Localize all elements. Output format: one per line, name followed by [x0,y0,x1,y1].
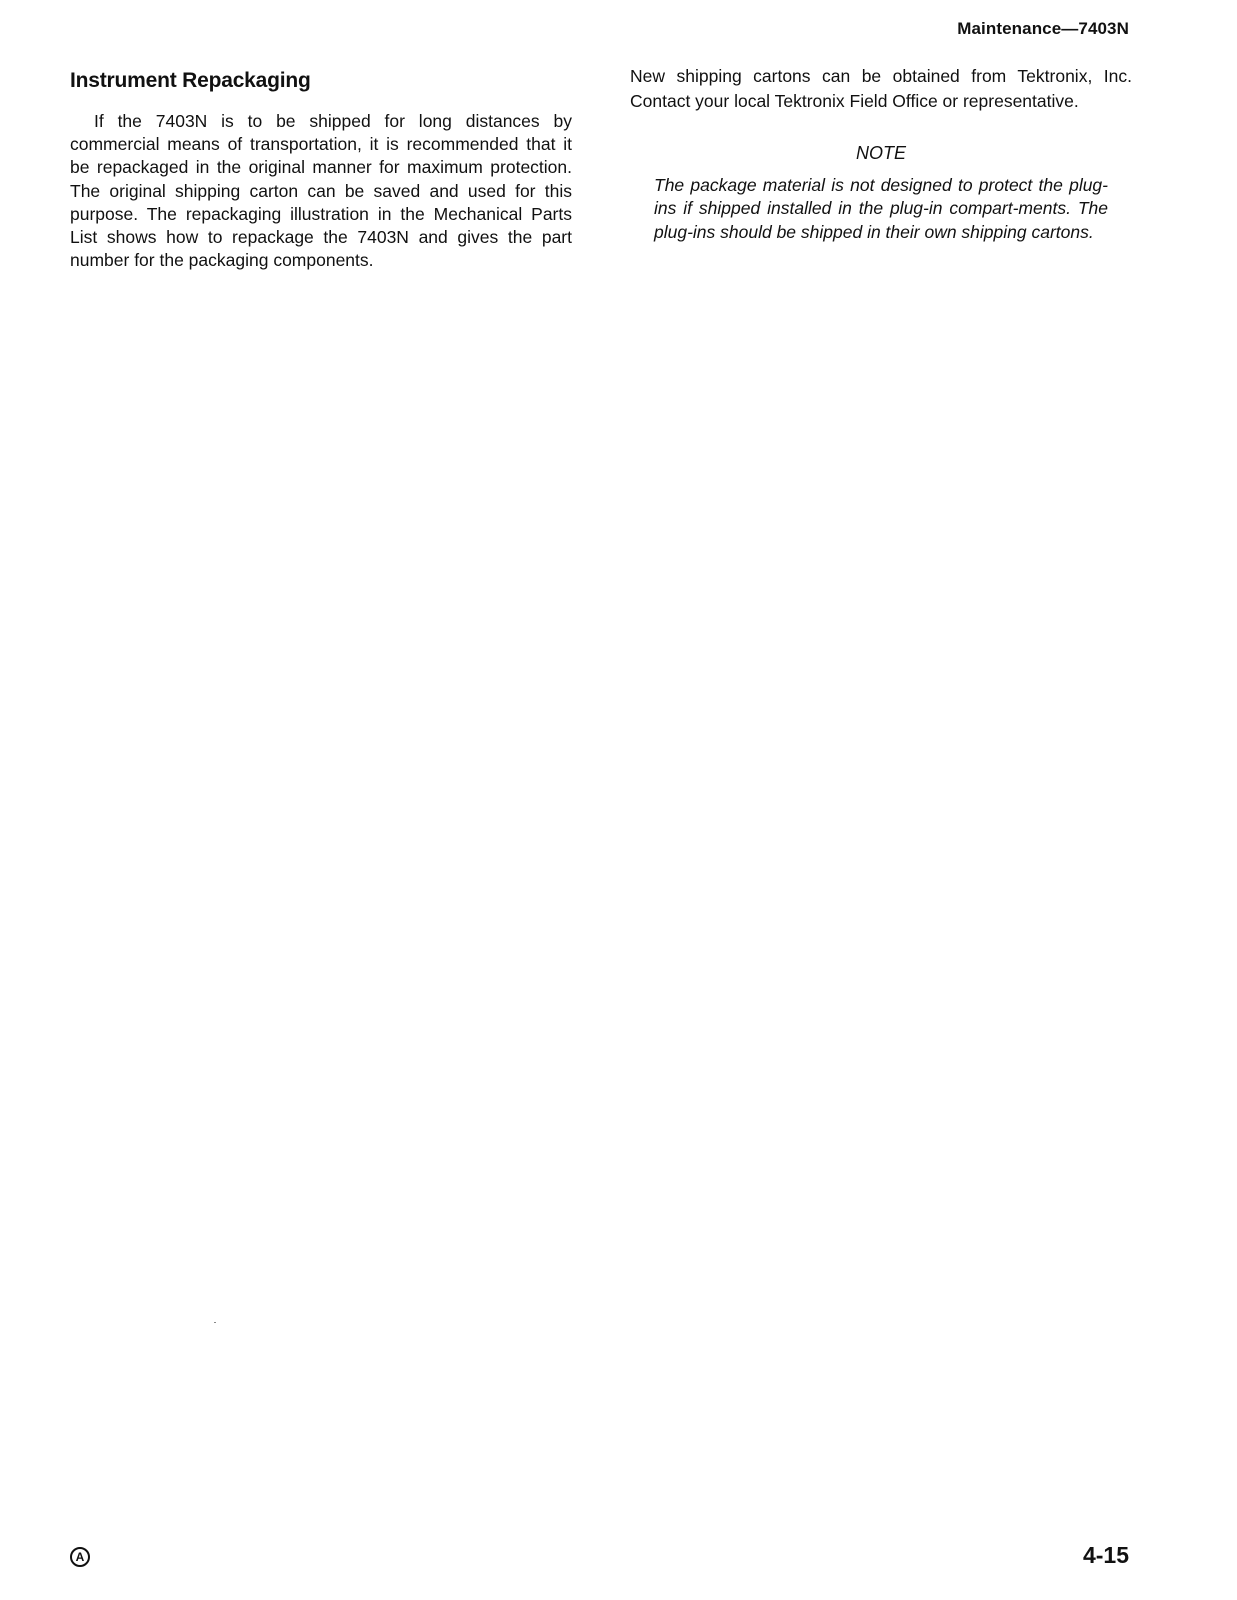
section-heading: Instrument Repackaging [70,69,311,92]
note-title: NOTE [855,143,906,163]
note-body: The package material is not designed to protect the plug-ins if shipped installed in the plug-in compart-ments. The plug-ins should be shipped in their own shipping cartons. [654,175,1108,242]
page-number: 4-15 [1082,1542,1129,1568]
shipping-cartons-paragraph: New shipping cartons can be obtained from Tektronix, Inc. Contact your local Tektronix Field Office or representative. [630,66,1132,111]
left-column [70,64,572,272]
revision-mark-icon [70,1547,90,1567]
right-column [630,64,1132,244]
revision-mark-letter: A [75,1550,85,1564]
repackaging-paragraph: If the 7403N is to be shipped for long distances by commercial means of transportation, it is recommended that it be repackaged in the original manner for maximum protection. The original shipping carton can be saved and used for this purpose. The repackaging illustration in the Mechanical Parts List shows how to repackage the 7403N and gives the part number for the packaging components. [70,111,572,271]
running-header: Maintenance—7403N [957,19,1129,38]
scan-speck [214,1322,216,1323]
